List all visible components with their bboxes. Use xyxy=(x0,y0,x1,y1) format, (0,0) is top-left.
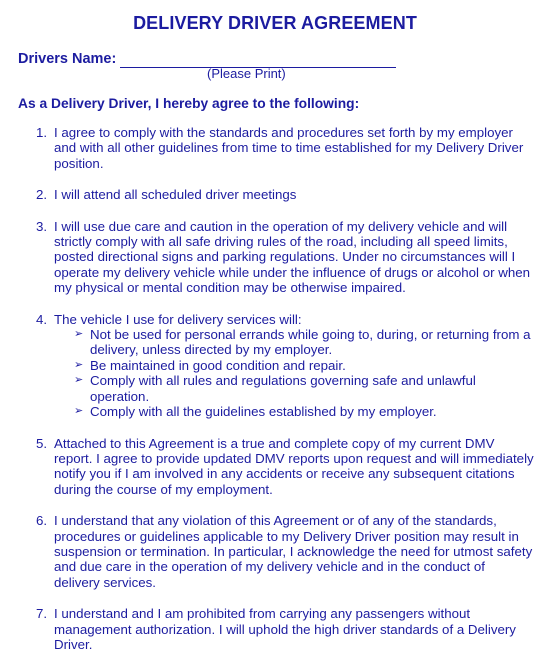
agreement-item xyxy=(0,125,550,171)
sub-bullet-item xyxy=(54,358,534,373)
agreement-list xyxy=(0,125,550,668)
sub-bullet-item xyxy=(54,327,534,358)
item-text: I understand and I am prohibited from carrying any passengers without management authorization. I will uphold the high driver standards of a Delivery Driver. xyxy=(54,606,516,652)
intro-heading: As a Delivery Driver, I hereby agree to the following: xyxy=(18,96,360,111)
item-number: 1. xyxy=(36,125,48,140)
item-number: 4. xyxy=(36,311,48,327)
item-number: 5. xyxy=(36,435,48,451)
sub-bullet-text: Comply with all the guidelines established by my employer. xyxy=(90,404,437,420)
arrow-bullet-icon: ➢ xyxy=(74,358,84,371)
agreement-item xyxy=(0,312,550,420)
arrow-bullet-icon: ➢ xyxy=(74,374,84,387)
item-number: 2. xyxy=(36,187,48,203)
arrow-bullet-icon: ➢ xyxy=(74,328,84,341)
agreement-item xyxy=(0,606,550,652)
item-text: Attached to this Agreement is a true and complete copy of my current DMV report. I agree to provide updated DMV reports upon request and will immediately notify you if I am involved in any accidents or receive any subsequent citations during the course of my employment. xyxy=(54,435,534,497)
agreement-item xyxy=(0,219,550,296)
item-text: I understand that any violation of this Agreement or of any of the standards, procedures or guidelines applicable to my Delivery Driver position may result in suspension or termination. In particular, I acknowledge the need for utmost safety and due care in the operation of my delivery vehicle and in the conduct of delivery services. xyxy=(54,513,533,590)
item-number: 3. xyxy=(36,218,48,234)
sub-bullet-item xyxy=(54,373,534,404)
agreement-item xyxy=(0,436,550,498)
document-title: DELIVERY DRIVER AGREEMENT xyxy=(133,13,417,33)
item-text: I will attend all scheduled driver meetings xyxy=(54,187,297,203)
item-number: 7. xyxy=(36,606,48,622)
agreement-item xyxy=(0,513,550,590)
sub-bullet-text: Comply with all rules and regulations governing safe and unlawful operation. xyxy=(90,373,476,404)
item-number: 6. xyxy=(36,513,48,529)
sub-bullet-text: Not be used for personal errands while going to, during, or returning from a delivery, unless directed by my employer. xyxy=(90,327,531,358)
sub-bullet-item xyxy=(54,404,534,419)
sub-bullet-list xyxy=(54,327,534,419)
sub-bullet-text: Be maintained in good condition and repair. xyxy=(90,357,346,373)
item-text: I will use due care and caution in the operation of my delivery vehicle and will strictly comply with all safe driving rules of the road, including all speed limits, posted directional signs and parking regulations. Under no circumstances will I operate my delivery vehicle while under the influence of drugs or alcohol or when my physical or mental condition may be otherwise impaired. xyxy=(54,218,531,296)
item-text: The vehicle I use for delivery services will: xyxy=(54,311,302,327)
please-print-hint: (Please Print) xyxy=(207,66,286,81)
drivers-name-label: Drivers Name: xyxy=(18,51,117,67)
arrow-bullet-icon: ➢ xyxy=(74,405,84,418)
agreement-item xyxy=(0,187,550,202)
item-text: I agree to comply with the standards and procedures set forth by my employer and with all other guidelines from time to time established for my Delivery Driver position. xyxy=(54,125,524,171)
